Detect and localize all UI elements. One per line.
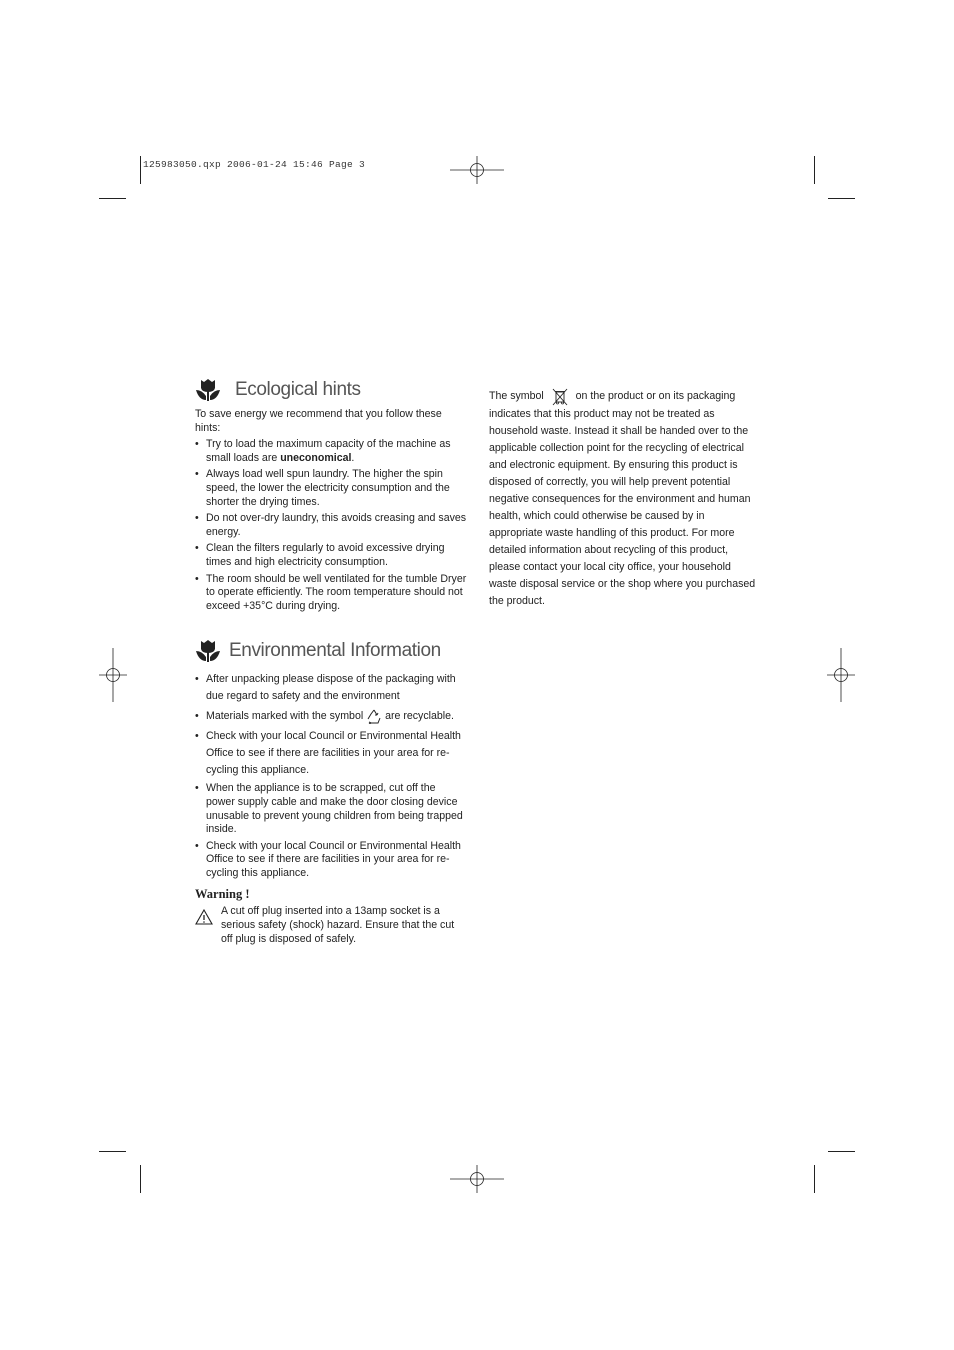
slug-line: 125983050.qxp 2006-01-24 15:46 Page 3 bbox=[143, 159, 366, 170]
left-column bbox=[195, 378, 467, 946]
crop-mark bbox=[814, 1165, 815, 1193]
crop-mark bbox=[828, 1151, 855, 1152]
ecological-heading bbox=[195, 378, 467, 402]
list-item: • Check with your local Council or Environmental Health Office to see if there are facilities in your area for re-cycling this appliance. bbox=[195, 840, 467, 881]
list-item: • Materials marked with the symbol are recyclable. bbox=[195, 708, 467, 725]
crop-mark bbox=[814, 156, 815, 184]
list-item: • Try to load the maximum capacity of the machine as small loads are uneconomical. bbox=[195, 438, 467, 465]
registration-mark-icon bbox=[99, 648, 127, 702]
list-item: • The room should be well ventilated for the tumble Dryer to operate efficiently. The room temperature should not exceed +35°C during drying. bbox=[195, 573, 467, 614]
crossed-bin-icon bbox=[551, 388, 569, 406]
environmental-list bbox=[195, 671, 467, 880]
list-item: • When the appliance is to be scrapped, cut off the power supply cable and make the door closing device unusable to prevent young children from being trapped inside. bbox=[195, 782, 467, 836]
tulip-icon bbox=[195, 378, 221, 402]
ecological-intro: To save energy we recommend that you follow these hints: bbox=[195, 408, 442, 434]
crop-mark bbox=[99, 198, 126, 199]
crop-mark bbox=[99, 1151, 126, 1152]
warning-triangle-icon bbox=[195, 907, 213, 933]
weee-paragraph: The symbol on the product or on its packaging indicates that this product may not be treated as household waste. Instead it shall be handed over to the applicable collection point for the recycling of electrical and electronic equipment. By ensuring this product is disposed of correctly, you will help prevent potential negative consequences for the environment and human health, which could otherwise be caused by in appropriate waste handling of this product. For more detailed information about recycling of this product, please contact your local city office, your household waste disposal service or the shop where you purchased the product. bbox=[489, 390, 756, 607]
list-item: • Clean the filters regularly to avoid excessive drying times and high electricity consumption. bbox=[195, 542, 467, 569]
crop-mark bbox=[140, 156, 141, 184]
registration-mark-icon bbox=[450, 1165, 504, 1193]
ecological-title: Ecological hints bbox=[235, 379, 361, 400]
list-item: • Do not over-dry laundry, this avoids creasing and saves energy. bbox=[195, 512, 467, 539]
warning-title: Warning ! bbox=[195, 887, 250, 902]
environmental-heading bbox=[195, 639, 467, 663]
registration-mark-icon bbox=[827, 648, 855, 702]
list-item: • Always load well spun laundry. The higher the spin speed, the lower the electricity consumption and the shorter the drying times. bbox=[195, 468, 467, 509]
recycle-icon bbox=[366, 709, 382, 724]
right-column bbox=[489, 388, 761, 610]
environmental-title: Environmental Information bbox=[229, 640, 441, 662]
crop-mark bbox=[140, 1165, 141, 1193]
list-item: • After unpacking please dispose of the packaging with due regard to safety and the environment bbox=[195, 671, 467, 705]
list-item: • Check with your local Council or Environmental Health Office to see if there are facilities in your area for re-cycling this appliance. bbox=[195, 728, 467, 779]
tulip-icon bbox=[195, 639, 221, 663]
registration-mark-icon bbox=[450, 156, 504, 184]
crop-mark bbox=[828, 198, 855, 199]
warning-text: A cut off plug inserted into a 13amp socket is a serious safety (shock) hazard. Ensure that the cut off plug is disposed of safely. bbox=[221, 905, 455, 945]
ecological-list bbox=[195, 438, 467, 613]
warning-block bbox=[195, 905, 467, 946]
